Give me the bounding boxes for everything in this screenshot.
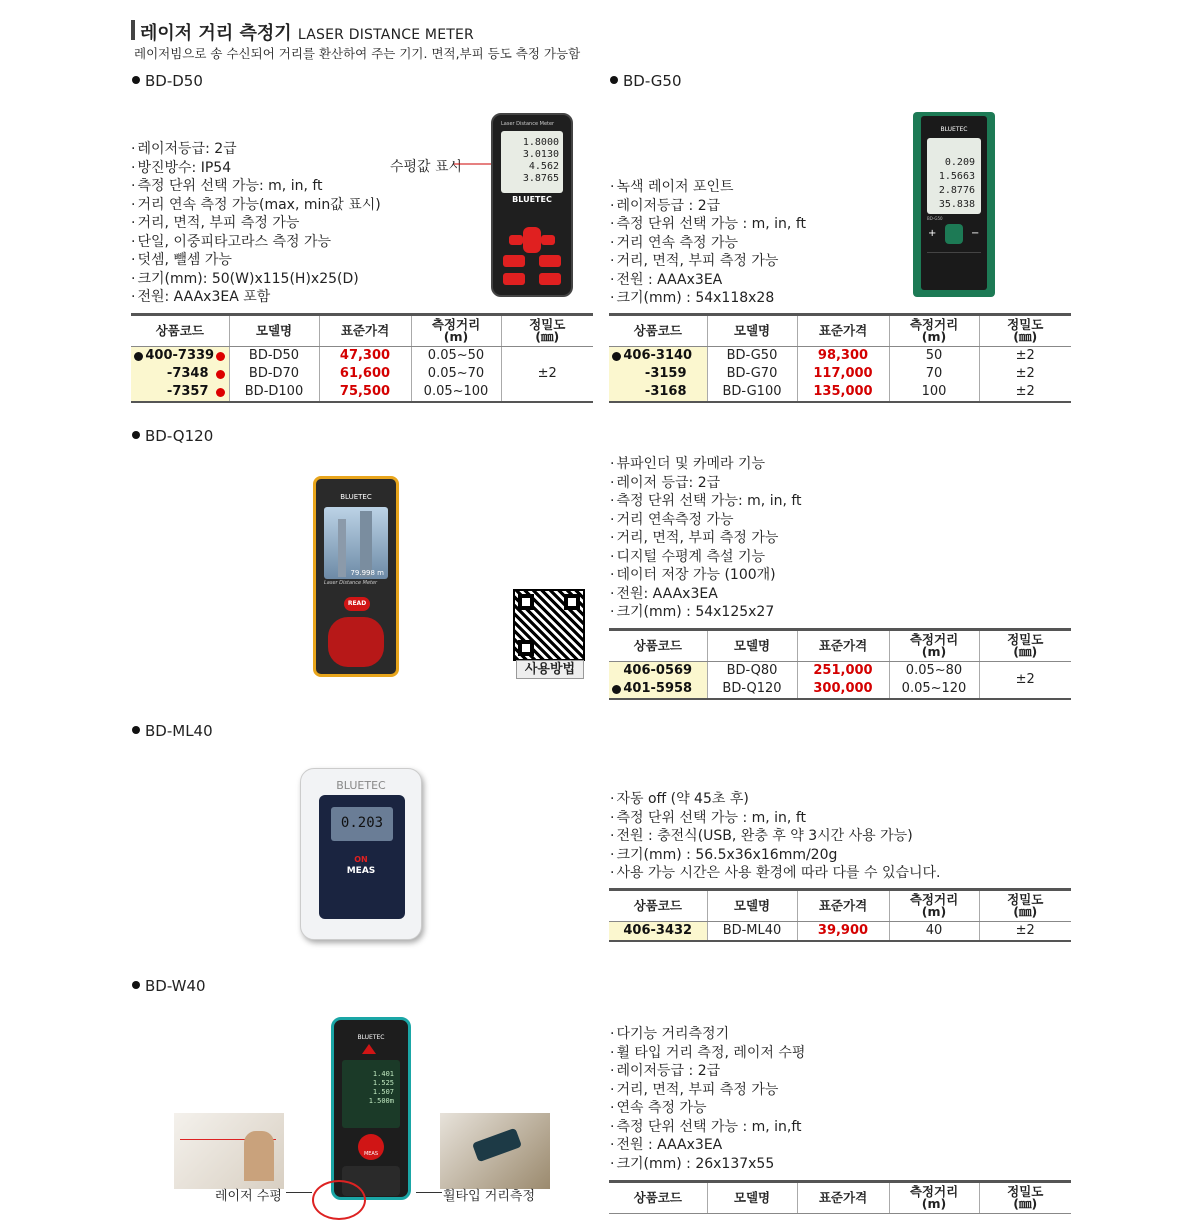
features-bd-w40 xyxy=(610,1025,805,1173)
list-item: · 연속 측정 가능 xyxy=(610,1099,805,1118)
table-cell: 98,300 xyxy=(797,347,889,366)
list-item: · 단일, 이중피타고라스 측정 가능 xyxy=(131,233,381,252)
warning-icon xyxy=(362,1044,376,1054)
new-item-dot-icon xyxy=(612,352,621,361)
red-dot-icon xyxy=(216,388,225,397)
table-row xyxy=(609,365,1071,383)
table-cell: BD-D50 xyxy=(229,347,319,366)
list-item: · 레이저등급 : 2급 xyxy=(610,1062,805,1081)
keypad-icon xyxy=(328,617,384,667)
column-header: 상품코드 xyxy=(609,315,707,347)
model-heading-bd-d50: BD-D50 xyxy=(132,72,203,90)
device-image-bd-d50: Laser Distance Meter 1.8000 3.0130 4.562 3.8765 BLUETEC xyxy=(491,113,573,297)
features-bd-ml40 xyxy=(610,790,941,883)
device-image-bd-q120: BLUETEC 79.998 m Laser Distance Meter READ xyxy=(313,476,399,677)
title-accent-bar xyxy=(131,20,135,40)
model-heading-bd-g50: BD-G50 xyxy=(610,72,682,90)
list-item: · 덧셈, 뺄셈 가능 xyxy=(131,251,381,270)
list-item: 3.8765 xyxy=(522,173,559,184)
list-item: · 거리 연속 측정 가능 xyxy=(610,234,806,253)
table-cell: -3168 xyxy=(609,383,707,402)
list-item: 35.838 xyxy=(938,199,975,210)
spec-table-bd-w40 xyxy=(609,1180,1071,1214)
column-header: 측정거리 (m) xyxy=(889,315,979,347)
table-row xyxy=(131,347,593,366)
list-item: · 전원: AAAx3EA xyxy=(610,585,802,604)
table-cell: ±2 xyxy=(979,383,1071,402)
list-item: 3.0130 xyxy=(522,149,559,160)
bullet-icon xyxy=(132,981,140,989)
list-item: · 거리, 면적, 부피 측정 가능 xyxy=(610,529,802,548)
list-item: · 거리 연속 측정 가능(max, min값 표시) xyxy=(131,196,381,215)
table-cell: ±2 xyxy=(979,365,1071,383)
callout-level-display: 수평값 표시 xyxy=(390,159,463,175)
table-cell: 75,500 xyxy=(319,383,411,402)
table-cell: -7348 xyxy=(131,365,229,383)
usage-photo-wheel-measure xyxy=(440,1113,550,1189)
callout-arrow xyxy=(416,1192,442,1193)
list-item: · 측정 단위 선택 가능 : m, in, ft xyxy=(610,215,806,234)
table-cell: 0.05~80 xyxy=(889,662,979,681)
list-item: 1.8000 xyxy=(522,137,559,148)
qr-code-icon xyxy=(513,589,585,661)
bullet-icon xyxy=(132,726,140,734)
red-dot-icon xyxy=(216,352,225,361)
column-header: 측정거리 (m) xyxy=(411,315,501,347)
table-cell: 61,600 xyxy=(319,365,411,383)
list-item: · 전원 : AAAx3EA xyxy=(610,1136,805,1155)
list-item: · 거리, 면적, 부피 측정 가능 xyxy=(610,252,806,271)
list-item: 1.525 xyxy=(372,1079,394,1087)
spec-table-bd-g50 xyxy=(609,313,1071,403)
table-cell: 39,900 xyxy=(797,922,889,942)
list-item: 4.562 xyxy=(528,161,559,172)
table-row xyxy=(609,662,1071,681)
list-item: 1.401 xyxy=(372,1070,394,1078)
list-item: 2.8776 xyxy=(938,185,975,196)
list-item: · 레이저등급: 2급 xyxy=(131,140,381,159)
red-dot-icon xyxy=(216,370,225,379)
measure-button-icon xyxy=(945,224,963,244)
table-cell: 0.05~70 xyxy=(411,365,501,383)
column-header: 모델명 xyxy=(707,315,797,347)
measure-button: MEAS xyxy=(358,1134,384,1160)
table-cell: ±2 xyxy=(979,922,1071,942)
column-header: 정밀도 (㎜) xyxy=(979,630,1071,662)
table-cell: 40 xyxy=(889,922,979,942)
table-cell: BD-G70 xyxy=(707,365,797,383)
device-image-bd-g50: BLUETEC 0.209 1.5663 2.8776 35.838 BD-G50 + − xyxy=(913,112,995,297)
bullet-icon xyxy=(610,76,618,84)
model-heading-bd-w40: BD-W40 xyxy=(132,977,206,995)
column-header: 정밀도 (㎜) xyxy=(501,315,593,347)
table-cell: BD-Q120 xyxy=(707,680,797,699)
lcd-screen xyxy=(501,131,563,193)
table-cell: BD-G50 xyxy=(707,347,797,366)
list-item: · 크기(mm) : 56.5x36x16mm/20g xyxy=(610,846,941,865)
list-item: · 전원 : 충전식(USB, 완충 후 약 3시간 사용 가능) xyxy=(610,827,941,846)
table-cell: 0.05~100 xyxy=(411,383,501,402)
model-heading-bd-q120: BD-Q120 xyxy=(132,427,213,445)
list-item: · 휠 타입 거리 측정, 레이저 수평 xyxy=(610,1044,805,1063)
list-item: · 사용 가능 시간은 사용 환경에 따라 다를 수 있습니다. xyxy=(610,864,941,883)
measure-button-icon xyxy=(523,227,541,253)
list-item: · 레이저 등급: 2급 xyxy=(610,474,802,493)
table-cell: 406-3432 xyxy=(609,922,707,942)
table-cell: -7357 xyxy=(131,383,229,402)
list-item: · 거리, 면적, 부피 측정 가능 xyxy=(131,214,381,233)
column-header: 모델명 xyxy=(707,1182,797,1214)
list-item: · 전원 : AAAx3EA xyxy=(610,271,806,290)
column-header: 측정거리 (m) xyxy=(889,890,979,922)
usage-photo-laser-level xyxy=(174,1113,284,1189)
table-cell: 406-0569 xyxy=(609,662,707,681)
table-cell: 401-5958 xyxy=(609,680,707,699)
device-image-bd-ml40: BLUETEC 0.203 ON MEAS xyxy=(300,768,422,940)
qr-label: 사용방법 xyxy=(516,660,584,679)
list-item: · 측정 단위 선택 가능: m, in, ft xyxy=(131,177,381,196)
column-header: 측정거리 (m) xyxy=(889,630,979,662)
features-bd-d50 xyxy=(131,140,381,307)
spec-table-bd-q120 xyxy=(609,628,1071,700)
highlight-circle xyxy=(312,1180,366,1220)
column-header: 정밀도 (㎜) xyxy=(979,315,1071,347)
column-header: 표준가격 xyxy=(797,630,889,662)
column-header: 상품코드 xyxy=(609,890,707,922)
table-cell: 50 xyxy=(889,347,979,366)
device-image-bd-w40: BLUETEC 1.401 1.525 1.507 1.500m MEAS xyxy=(331,1017,411,1200)
title-english: LASER DISTANCE METER xyxy=(297,27,474,43)
list-item: · 크기(mm) : 54x118x28 xyxy=(610,289,806,308)
button-icon xyxy=(509,235,523,245)
list-item: · 뷰파인더 및 카메라 기능 xyxy=(610,455,802,474)
bullet-icon xyxy=(132,76,140,84)
new-item-dot-icon xyxy=(134,352,143,361)
title-korean: 레이저 거리 측정기 xyxy=(140,23,292,44)
list-item: · 데이터 저장 가능 (100개) xyxy=(610,566,802,585)
list-item: · 레이저등급 : 2급 xyxy=(610,197,806,216)
callout-wheel-measure: 휠타입 거리측정 xyxy=(443,1189,536,1204)
list-item: · 거리 연속측정 가능 xyxy=(610,511,802,530)
spec-table-bd-d50 xyxy=(131,313,593,403)
table-cell: 117,000 xyxy=(797,365,889,383)
table-cell: BD-Q80 xyxy=(707,662,797,681)
list-item: · 전원: AAAx3EA 포함 xyxy=(131,288,381,307)
table-cell: 400-7339 xyxy=(131,347,229,366)
page-subtitle: 레이저빔으로 송 수신되어 거리를 환산하여 주는 기기. 면적,부피 등도 측정 가능함 xyxy=(134,46,581,61)
table-cell: 406-3140 xyxy=(609,347,707,366)
table-cell: BD-ML40 xyxy=(707,922,797,942)
lcd-screen: 0.203 xyxy=(331,807,393,841)
table-cell: 47,300 xyxy=(319,347,411,366)
list-item: · 측정 단위 선택 가능 : m, in, ft xyxy=(610,809,941,828)
list-item: · 방진방수: IP54 xyxy=(131,159,381,178)
list-item: · 자동 off (약 45초 후) xyxy=(610,790,941,809)
lcd-screen xyxy=(927,138,981,214)
table-cell: 100 xyxy=(889,383,979,402)
table-cell: 0.05~120 xyxy=(889,680,979,699)
list-item: · 크기(mm) : 26x137x55 xyxy=(610,1155,805,1174)
column-header: 상품코드 xyxy=(609,630,707,662)
list-item: · 디지털 수평계 측설 기능 xyxy=(610,548,802,567)
table-cell: 70 xyxy=(889,365,979,383)
list-item: 0.209 xyxy=(944,157,975,168)
list-item: · 다기능 거리측정기 xyxy=(610,1025,805,1044)
table-cell: ±2 xyxy=(979,662,1071,700)
features-bd-q120 xyxy=(610,455,802,622)
list-item: · 크기(mm) : 54x125x27 xyxy=(610,603,802,622)
table-cell: ±2 xyxy=(979,347,1071,366)
table-cell: BD-D70 xyxy=(229,365,319,383)
column-header: 표준가격 xyxy=(797,315,889,347)
list-item: · 측정 단위 선택 가능 : m, in,ft xyxy=(610,1118,805,1137)
table-row xyxy=(609,922,1071,942)
list-item: 1.5663 xyxy=(938,171,975,182)
table-cell: 300,000 xyxy=(797,680,889,699)
lcd-screen xyxy=(342,1060,400,1128)
column-header: 표준가격 xyxy=(797,890,889,922)
column-header: 정밀도 (㎜) xyxy=(979,890,1071,922)
column-header: 측정거리 (m) xyxy=(889,1182,979,1214)
table-cell: BD-G100 xyxy=(707,383,797,402)
table-cell: ±2 xyxy=(501,347,593,403)
column-header: 모델명 xyxy=(707,890,797,922)
button-icon xyxy=(541,235,555,245)
column-header: 표준가격 xyxy=(797,1182,889,1214)
list-item: · 크기(mm): 50(W)x115(H)x25(D) xyxy=(131,270,381,289)
list-item: 1.507 xyxy=(372,1088,394,1096)
column-header: 모델명 xyxy=(229,315,319,347)
page-title xyxy=(140,19,474,45)
callout-laser-level: 레이저 수평 xyxy=(215,1189,282,1204)
list-item: · 거리, 면적, 부피 측정 가능 xyxy=(610,1081,805,1100)
features-bd-g50 xyxy=(610,178,806,308)
table-cell: 251,000 xyxy=(797,662,889,681)
table-row xyxy=(609,347,1071,366)
list-item: 1.500m xyxy=(368,1097,394,1105)
model-heading-bd-ml40: BD-ML40 xyxy=(132,722,213,740)
table-cell: BD-D100 xyxy=(229,383,319,402)
list-item: · 녹색 레이저 포인트 xyxy=(610,178,806,197)
spec-table-bd-ml40 xyxy=(609,888,1071,942)
column-header: 상품코드 xyxy=(609,1182,707,1214)
column-header: 상품코드 xyxy=(131,315,229,347)
list-item: · 측정 단위 선택 가능: m, in, ft xyxy=(610,492,802,511)
column-header: 정밀도 (㎜) xyxy=(979,1182,1071,1214)
table-row xyxy=(609,383,1071,402)
table-cell: 0.05~50 xyxy=(411,347,501,366)
bullet-icon xyxy=(132,431,140,439)
table-cell: -3159 xyxy=(609,365,707,383)
callout-arrow xyxy=(286,1192,312,1193)
new-item-dot-icon xyxy=(612,685,621,694)
camera-viewfinder: 79.998 m xyxy=(324,507,388,579)
column-header: 모델명 xyxy=(707,630,797,662)
table-cell: 135,000 xyxy=(797,383,889,402)
column-header: 표준가격 xyxy=(319,315,411,347)
read-button: READ xyxy=(344,597,370,611)
